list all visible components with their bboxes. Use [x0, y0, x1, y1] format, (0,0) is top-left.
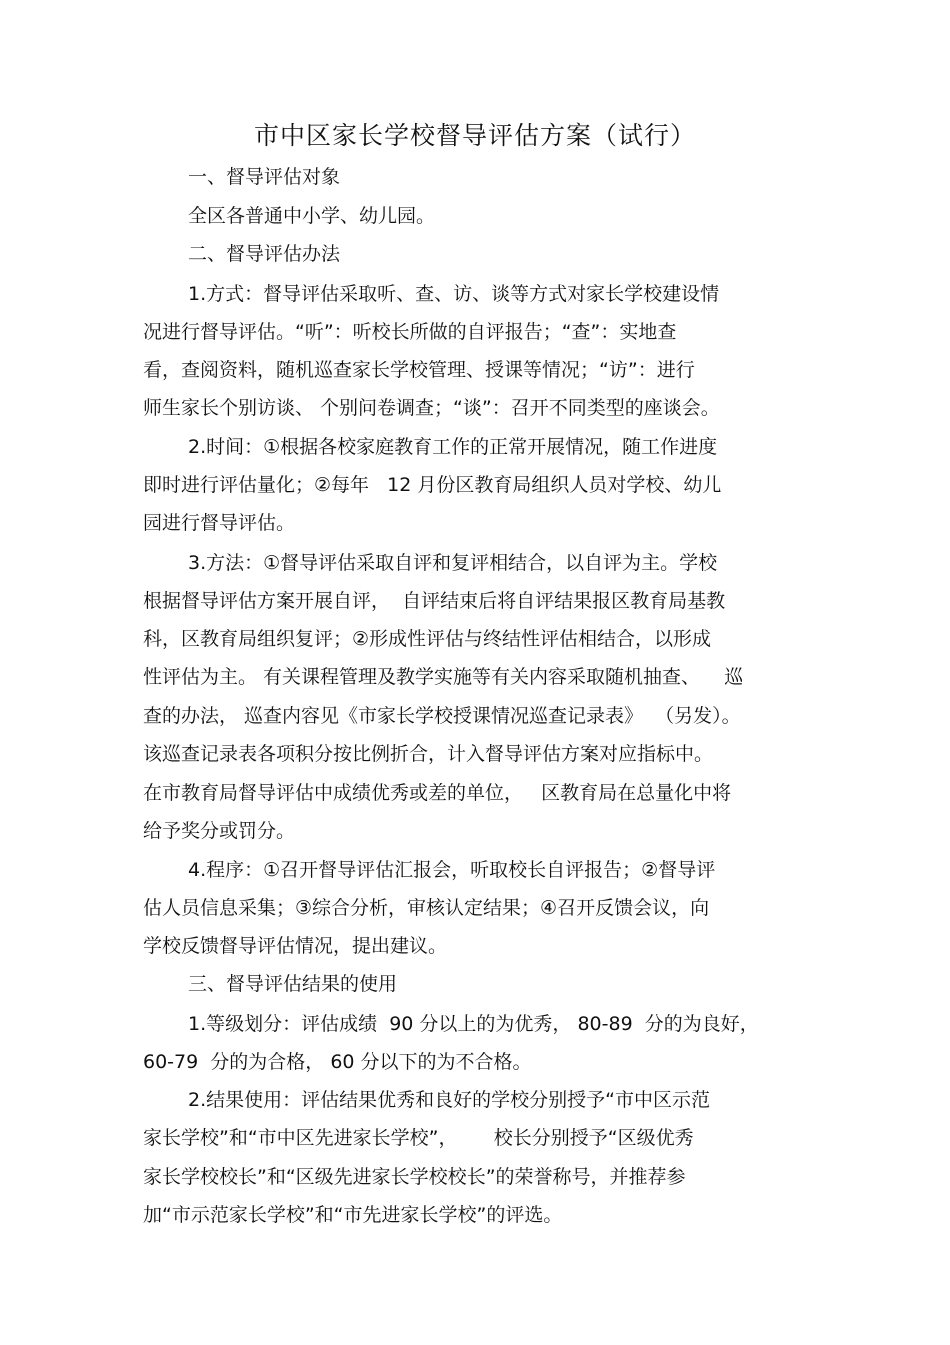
paragraph-line: 60-79 分的为合格， 60 分以下的为不合格。: [143, 1051, 532, 1073]
paragraph-line: 3.方法：①督导评估采取自评和复评相结合，以自评为主。学校: [188, 552, 718, 574]
section-heading-3: 三、督导评估结果的使用: [188, 973, 398, 995]
paragraph-line: 师生家长个别访谈、 个别问卷调查；“谈”：召开不同类型的座谈会。: [143, 397, 720, 419]
paragraph-line: 估人员信息采集；③综合分析，审核认定结果；④召开反馈会议，向: [143, 897, 710, 919]
paragraph-line: 在市教育局督导评估中成绩优秀或差的单位， 区教育局在总量化中将: [143, 782, 732, 804]
paragraph-line: 2.时间：①根据各校家庭教育工作的正常开展情况，随工作进度: [188, 436, 718, 458]
paragraph-line: 家长学校校长”和“区级先进家长学校校长”的荣誉称号，并推荐参: [143, 1166, 686, 1188]
paragraph-line: 该巡查记录表各项积分按比例折合，计入督导评估方案对应指标中。: [143, 743, 714, 765]
paragraph-line: 全区各普通中小学、幼儿园。: [188, 205, 436, 227]
paragraph-line: 2.结果使用：评估结果优秀和良好的学校分别授予“市中区示范: [188, 1089, 710, 1111]
paragraph-line: 即时进行评估量化；②每年 12 月份区教育局组织人员对学校、幼儿: [143, 474, 722, 496]
paragraph-line: 性评估为主。 有关课程管理及教学实施等有关内容采取随机抽查、 巡: [143, 666, 744, 688]
paragraph-line: 加“市示范家长学校”和“市先进家长学校”的评选。: [143, 1204, 563, 1226]
paragraph-line: 园进行督导评估。: [143, 512, 296, 534]
section-heading-1: 一、督导评估对象: [188, 166, 341, 188]
paragraph-line: 1.等级划分：评估成绩 90 分以上的为优秀， 80-89 分的为良好，: [188, 1013, 759, 1035]
paragraph-line: 况进行督导评估。“听”：听校长所做的自评报告；“查”：实地查: [143, 321, 677, 343]
section-heading-2: 二、督导评估办法: [188, 243, 341, 265]
paragraph-line: 看，查阅资料，随机巡查家长学校管理、授课等情况；“访”：进行: [143, 359, 695, 381]
paragraph-line: 家长学校”和“市中区先进家长学校”， 校长分别授予“区级优秀: [143, 1127, 694, 1149]
paragraph-line: 给予奖分或罚分。: [143, 820, 296, 842]
paragraph-line: 查的办法， 巡查内容见《市家长学校授课情况巡查记录表》 （另发）。: [143, 705, 741, 727]
paragraph-line: 1.方式：督导评估采取听、查、访、谈等方式对家长学校建设情: [188, 283, 720, 305]
document-title: 市中区家长学校督导评估方案（试行）: [253, 121, 696, 150]
paragraph-line: 根据督导评估方案开展自评， 自评结束后将自评结果报区教育局基教: [143, 590, 726, 612]
paragraph-line: 学校反馈督导评估情况，提出建议。: [143, 935, 448, 957]
paragraph-line: 科，区教育局组织复评；②形成性评估与终结性评估相结合，以形成: [143, 628, 712, 650]
paragraph-line: 4.程序：①召开督导评估汇报会，听取校长自评报告；②督导评: [188, 859, 716, 881]
